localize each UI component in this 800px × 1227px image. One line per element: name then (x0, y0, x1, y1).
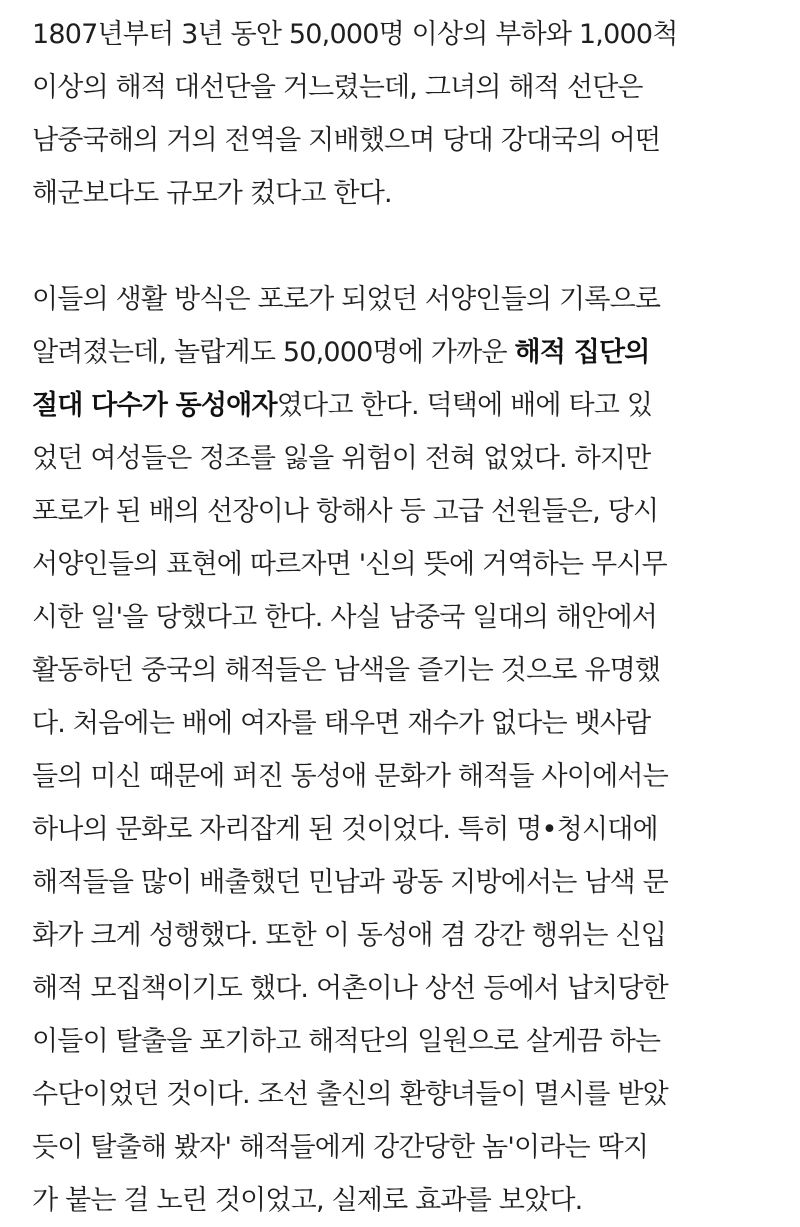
text-line: 해적 모집책이기도 했다. 어촌이나 상선 등에서 납치당한 (32, 973, 668, 1004)
text-line: 남중국해의 거의 전역을 지배했으며 당대 강대국의 어떤 (32, 125, 661, 156)
text-line: 화가 크게 성행했다. 또한 이 동성애 겸 강간 행위는 신입 (32, 920, 667, 951)
text-line: 었던 여성들은 정조를 잃을 위험이 전혀 없었다. 하지만 (32, 443, 651, 474)
text-line (32, 326, 792, 379)
text-line: 이상의 해적 대선단을 거느렸는데, 그녀의 해적 선단은 (32, 72, 643, 103)
text-span: 였다고 한다. 덕택에 배에 타고 있 (276, 390, 653, 421)
text-line: 1807년부터 3년 동안 50,000명 이상의 부하와 1,000척 (32, 19, 678, 50)
text-line: 포로가 된 배의 선장이나 항해사 등 고급 선원들은, 당시 (32, 496, 659, 527)
bold-text: 해적 집단의 (514, 337, 650, 368)
paragraph-2 (32, 273, 792, 1227)
text-line: 가 붙는 걸 노린 것이었고, 실제로 효과를 보았다. (32, 1185, 583, 1216)
paragraph-gap (32, 220, 792, 273)
text-line: 들의 미신 때문에 퍼진 동성애 문화가 해적들 사이에서는 (32, 761, 668, 792)
text-line: 해적들을 많이 배출했던 민남과 광동 지방에서는 남색 문 (32, 867, 668, 898)
text-line: 수단이었던 것이다. 조선 출신의 환향녀들이 멸시를 받았 (32, 1079, 668, 1110)
text-line: 시한 일'을 당했다고 한다. 사실 남중국 일대의 해안에서 (32, 602, 658, 633)
text-line: 하나의 문화로 자리잡게 된 것이었다. 특히 명•청시대에 (32, 814, 658, 845)
text-line: 서양인들의 표현에 따르자면 '신의 뜻에 거역하는 무시무 (32, 549, 667, 580)
article-body (32, 8, 792, 1227)
text-line: 활동하던 중국의 해적들은 남색을 즐기는 것으로 유명했 (32, 655, 661, 686)
text-line: 다. 처음에는 배에 여자를 태우면 재수가 없다는 뱃사람 (32, 708, 651, 739)
text-line: 해군보다도 규모가 컸다고 한다. (32, 178, 392, 209)
text-span: 알려졌는데, 놀랍게도 50,000명에 가까운 (32, 337, 515, 368)
text-line (32, 379, 792, 432)
paragraph-1 (32, 8, 792, 220)
text-line: 듯이 탈출해 봤자' 해적들에게 강간당한 놈'이라는 딱지 (32, 1132, 649, 1163)
text-line: 이들이 탈출을 포기하고 해적단의 일원으로 살게끔 하는 (32, 1026, 661, 1057)
bold-text: 절대 다수가 동성애자 (32, 390, 277, 421)
text-line: 이들의 생활 방식은 포로가 되었던 서양인들의 기록으로 (32, 284, 661, 315)
